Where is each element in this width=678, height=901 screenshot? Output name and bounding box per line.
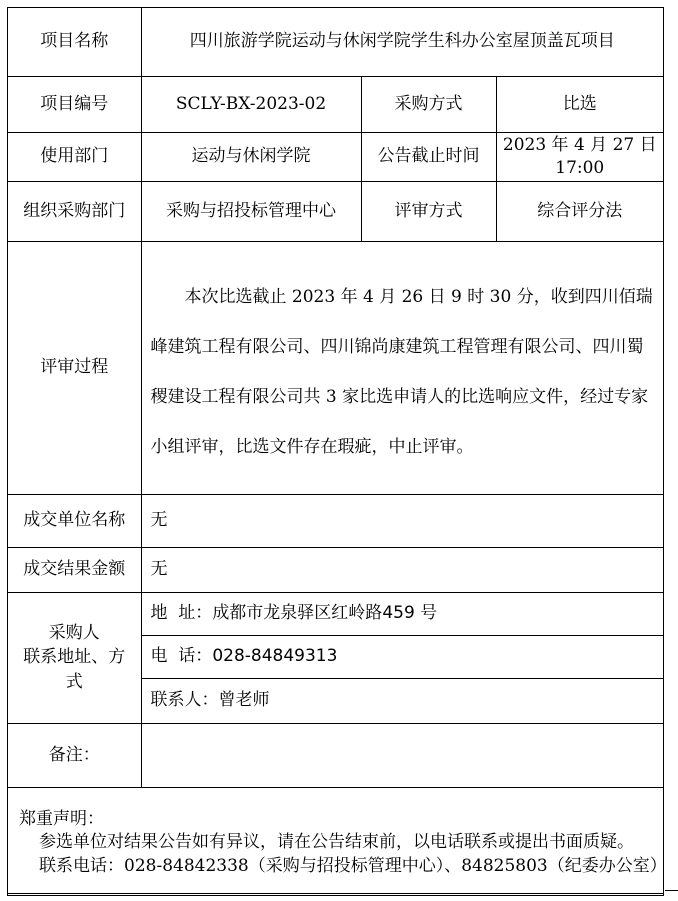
department-value: 运动与休闲学院 [141,132,361,181]
buyer-label-line2: 联系地址、方 [23,647,126,668]
announcement-document [7,7,667,896]
notice-line-1: 参选单位对结果公告如有异议，请在公告结束前，以电话联系或提出书面质疑。 [39,832,634,853]
row-project-no [8,76,663,132]
project-no-value: SCLY-BX-2023-02 [141,76,361,132]
row-amount [8,547,663,592]
row-winner [8,494,663,547]
amount-label: 成交结果金额 [8,547,141,592]
phone-label: 电 话： [150,646,213,667]
address-suffix: 号 [414,603,438,624]
review-process-text: 本次比选截止 2023 年 4 月 26 日 9 时 30 分，收到四川佰瑞峰建筑工程有限公司、四川锦尚康建筑工程管理有限公司、四川蜀稷建设工程有限公司共 3 家比选申请人的比选响应文件，经过专家小组评审，比选文件存在瑕疵，中止评审。 [141,241,663,494]
procurement-method-label: 采购方式 [361,76,496,132]
deadline-date: 2023 年 4 月 27 日 [502,135,657,156]
winner-label: 成交单位名称 [8,494,141,547]
project-no-label: 项目编号 [8,76,141,132]
row-org-dept [8,181,663,241]
buyer-phone [141,635,663,678]
table-edge-mark [665,890,678,891]
project-name-value: 四川旅游学院运动与休闲学院学生科办公室屋顶盖瓦项目 [141,8,663,76]
buyer-contact-person: 联系人：曾老师 [141,678,663,723]
notice-title: 郑重声明： [19,808,104,829]
address-text: 成都市龙泉驿区红岭路 [212,603,383,624]
review-method-label: 评审方式 [361,181,496,241]
review-process-label: 评审过程 [8,241,141,494]
address-number: 459 [382,603,415,624]
notice-line-2: 联系电话：028-84842338（采购与招投标管理中心）、84825803（纪委办公室） [39,856,667,877]
deadline-label: 公告截止时间 [361,132,496,181]
row-buyer-address [8,592,663,635]
address-label: 地 址： [150,603,213,624]
project-name-label: 项目名称 [8,8,141,76]
department-label: 使用部门 [8,132,141,181]
phone-value: 028-84849313 [212,646,338,667]
row-notice [8,787,663,893]
deadline-time: 17:00 [555,157,605,178]
row-review-process [8,241,663,494]
remark-label: 备注： [8,723,141,787]
buyer-contact-label [8,592,141,723]
row-project-name [8,8,663,76]
row-department [8,132,663,181]
remark-value [141,723,663,787]
org-dept-value: 采购与招投标管理中心 [141,181,361,241]
buyer-address [141,592,663,635]
amount-value: 无 [141,547,663,592]
winner-value: 无 [141,494,663,547]
org-dept-label: 组织采购部门 [8,181,141,241]
procurement-method-value: 比选 [496,76,663,132]
buyer-label-line3: 式 [65,671,83,692]
deadline-value [496,132,663,181]
row-remark [8,723,663,787]
review-method-value: 综合评分法 [496,181,663,241]
announcement-table [8,8,667,894]
buyer-label-line1: 采购人 [48,622,100,643]
notice-cell [8,787,667,893]
